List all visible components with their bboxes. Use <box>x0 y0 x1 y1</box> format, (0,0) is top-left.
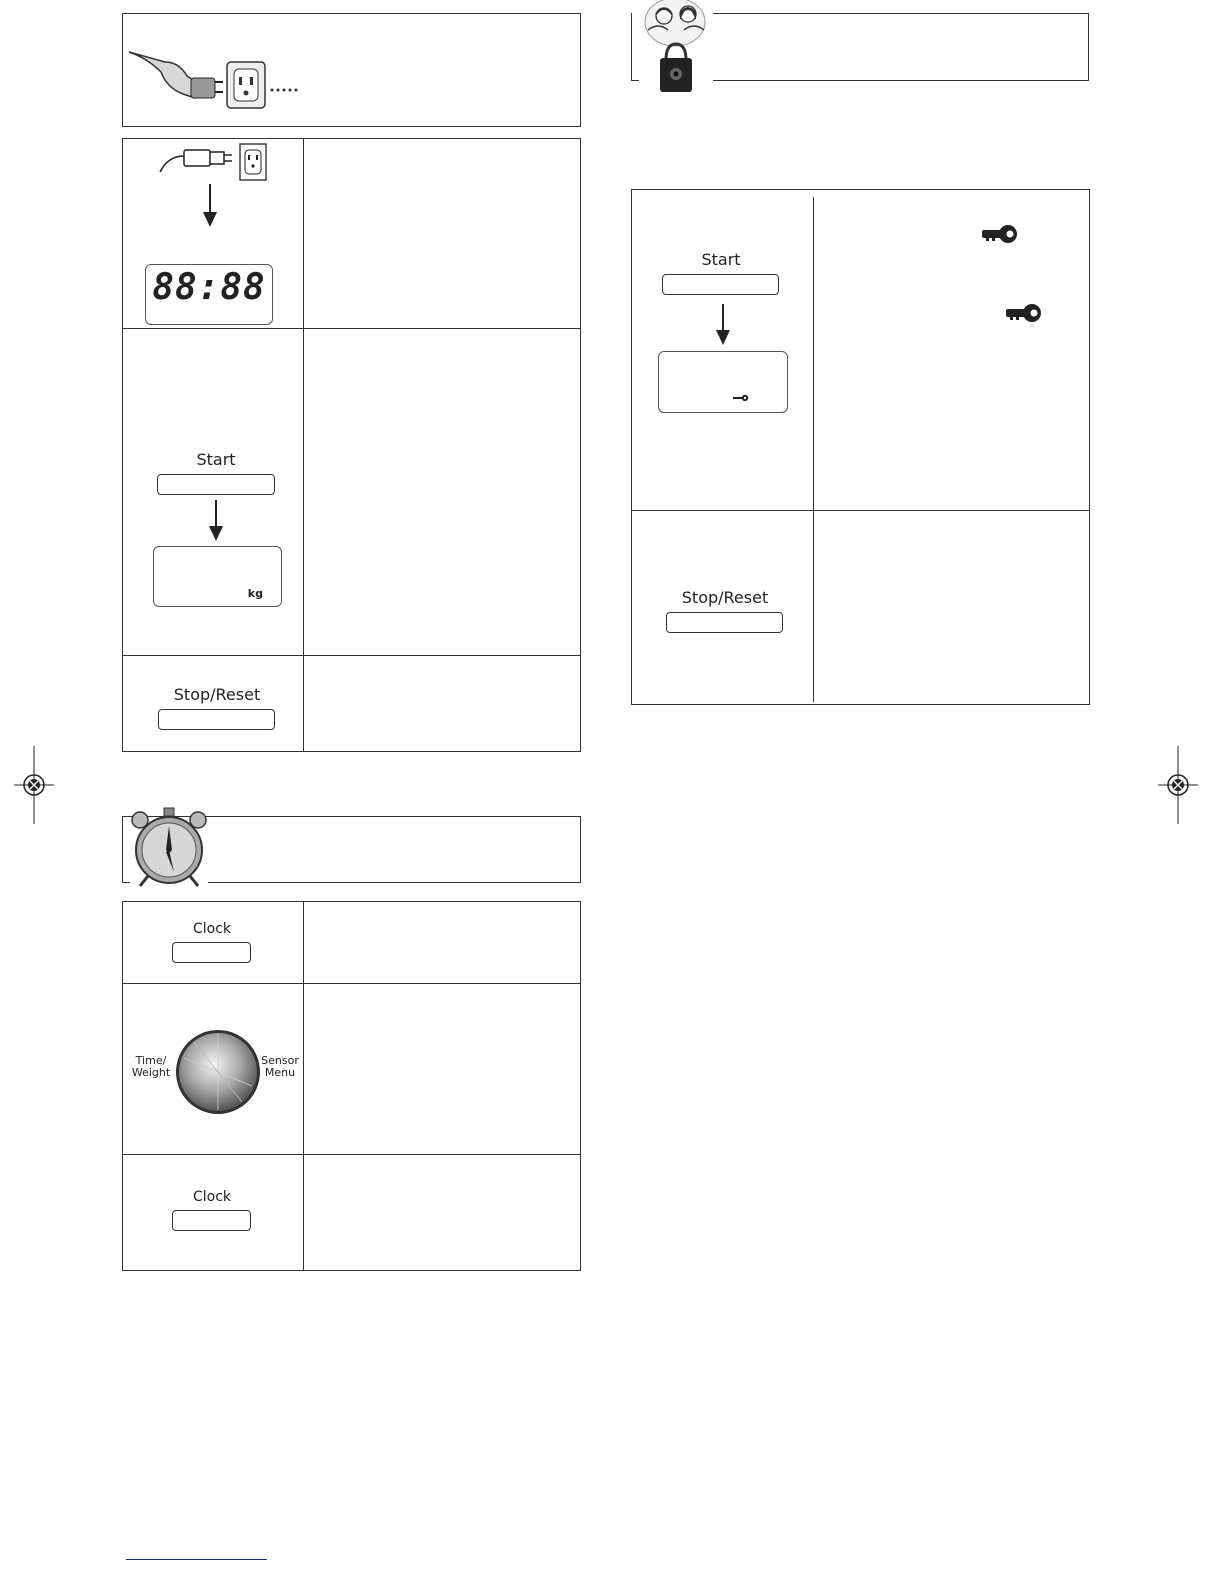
weight-display <box>153 546 282 607</box>
dial-knob-icon[interactable] <box>174 1028 262 1116</box>
setup-table-divider <box>303 138 304 752</box>
key-icon <box>982 224 1018 244</box>
clock-header-bottom-border <box>208 882 581 883</box>
lock-stop-reset-button-label: Stop/Reset <box>681 588 769 607</box>
clock-button-2[interactable] <box>172 1210 251 1231</box>
child-lock-table-divider <box>813 197 814 702</box>
setup-table <box>122 138 581 752</box>
start-button-label: Start <box>196 450 236 469</box>
footer-line <box>126 1559 267 1560</box>
plug-in-intro-box <box>122 13 581 127</box>
lock-stop-reset-button[interactable] <box>666 612 783 633</box>
row-separator <box>122 655 581 656</box>
clock-header-right-border <box>580 816 581 883</box>
row-separator <box>631 510 1090 511</box>
start-button[interactable] <box>157 474 275 495</box>
down-arrow-icon <box>208 500 224 542</box>
clock-button-label-2: Clock <box>192 1189 232 1205</box>
time-weight-label: Time/ Weight <box>131 1054 171 1079</box>
key-icon <box>1006 303 1042 323</box>
row-separator <box>122 328 581 329</box>
clock-display <box>145 264 273 325</box>
stop-reset-button-label: Stop/Reset <box>173 685 261 704</box>
clock-button-label: Clock <box>192 921 232 937</box>
plug-and-outlet-icon <box>158 142 273 186</box>
display-unit-kg: kg <box>247 587 263 600</box>
child-lock-icon <box>638 0 714 96</box>
display-digits: 88:88 <box>152 267 266 308</box>
registration-mark-icon <box>1158 746 1198 824</box>
lock-header-top-border <box>713 13 1089 14</box>
lock-header-left-border <box>631 13 632 81</box>
stop-reset-button[interactable] <box>158 709 275 730</box>
lock-header-right-border <box>1088 13 1089 81</box>
down-arrow-icon <box>715 304 731 346</box>
clock-button[interactable] <box>172 942 251 963</box>
registration-mark-icon <box>14 746 54 824</box>
row-separator <box>122 983 581 984</box>
lock-start-button[interactable] <box>662 274 779 295</box>
alarm-clock-icon <box>128 806 210 888</box>
sensor-menu-label: Sensor Menu <box>261 1054 299 1079</box>
row-separator <box>122 1154 581 1155</box>
plug-into-outlet-icon <box>127 32 307 120</box>
lock-start-button-label: Start <box>701 250 741 269</box>
down-arrow-icon <box>202 184 218 228</box>
key-icon <box>733 394 749 402</box>
clock-table-divider <box>303 901 304 1271</box>
lock-header-bottom-border <box>713 80 1089 81</box>
lock-display <box>658 351 788 413</box>
clock-header-left-border <box>122 816 123 883</box>
